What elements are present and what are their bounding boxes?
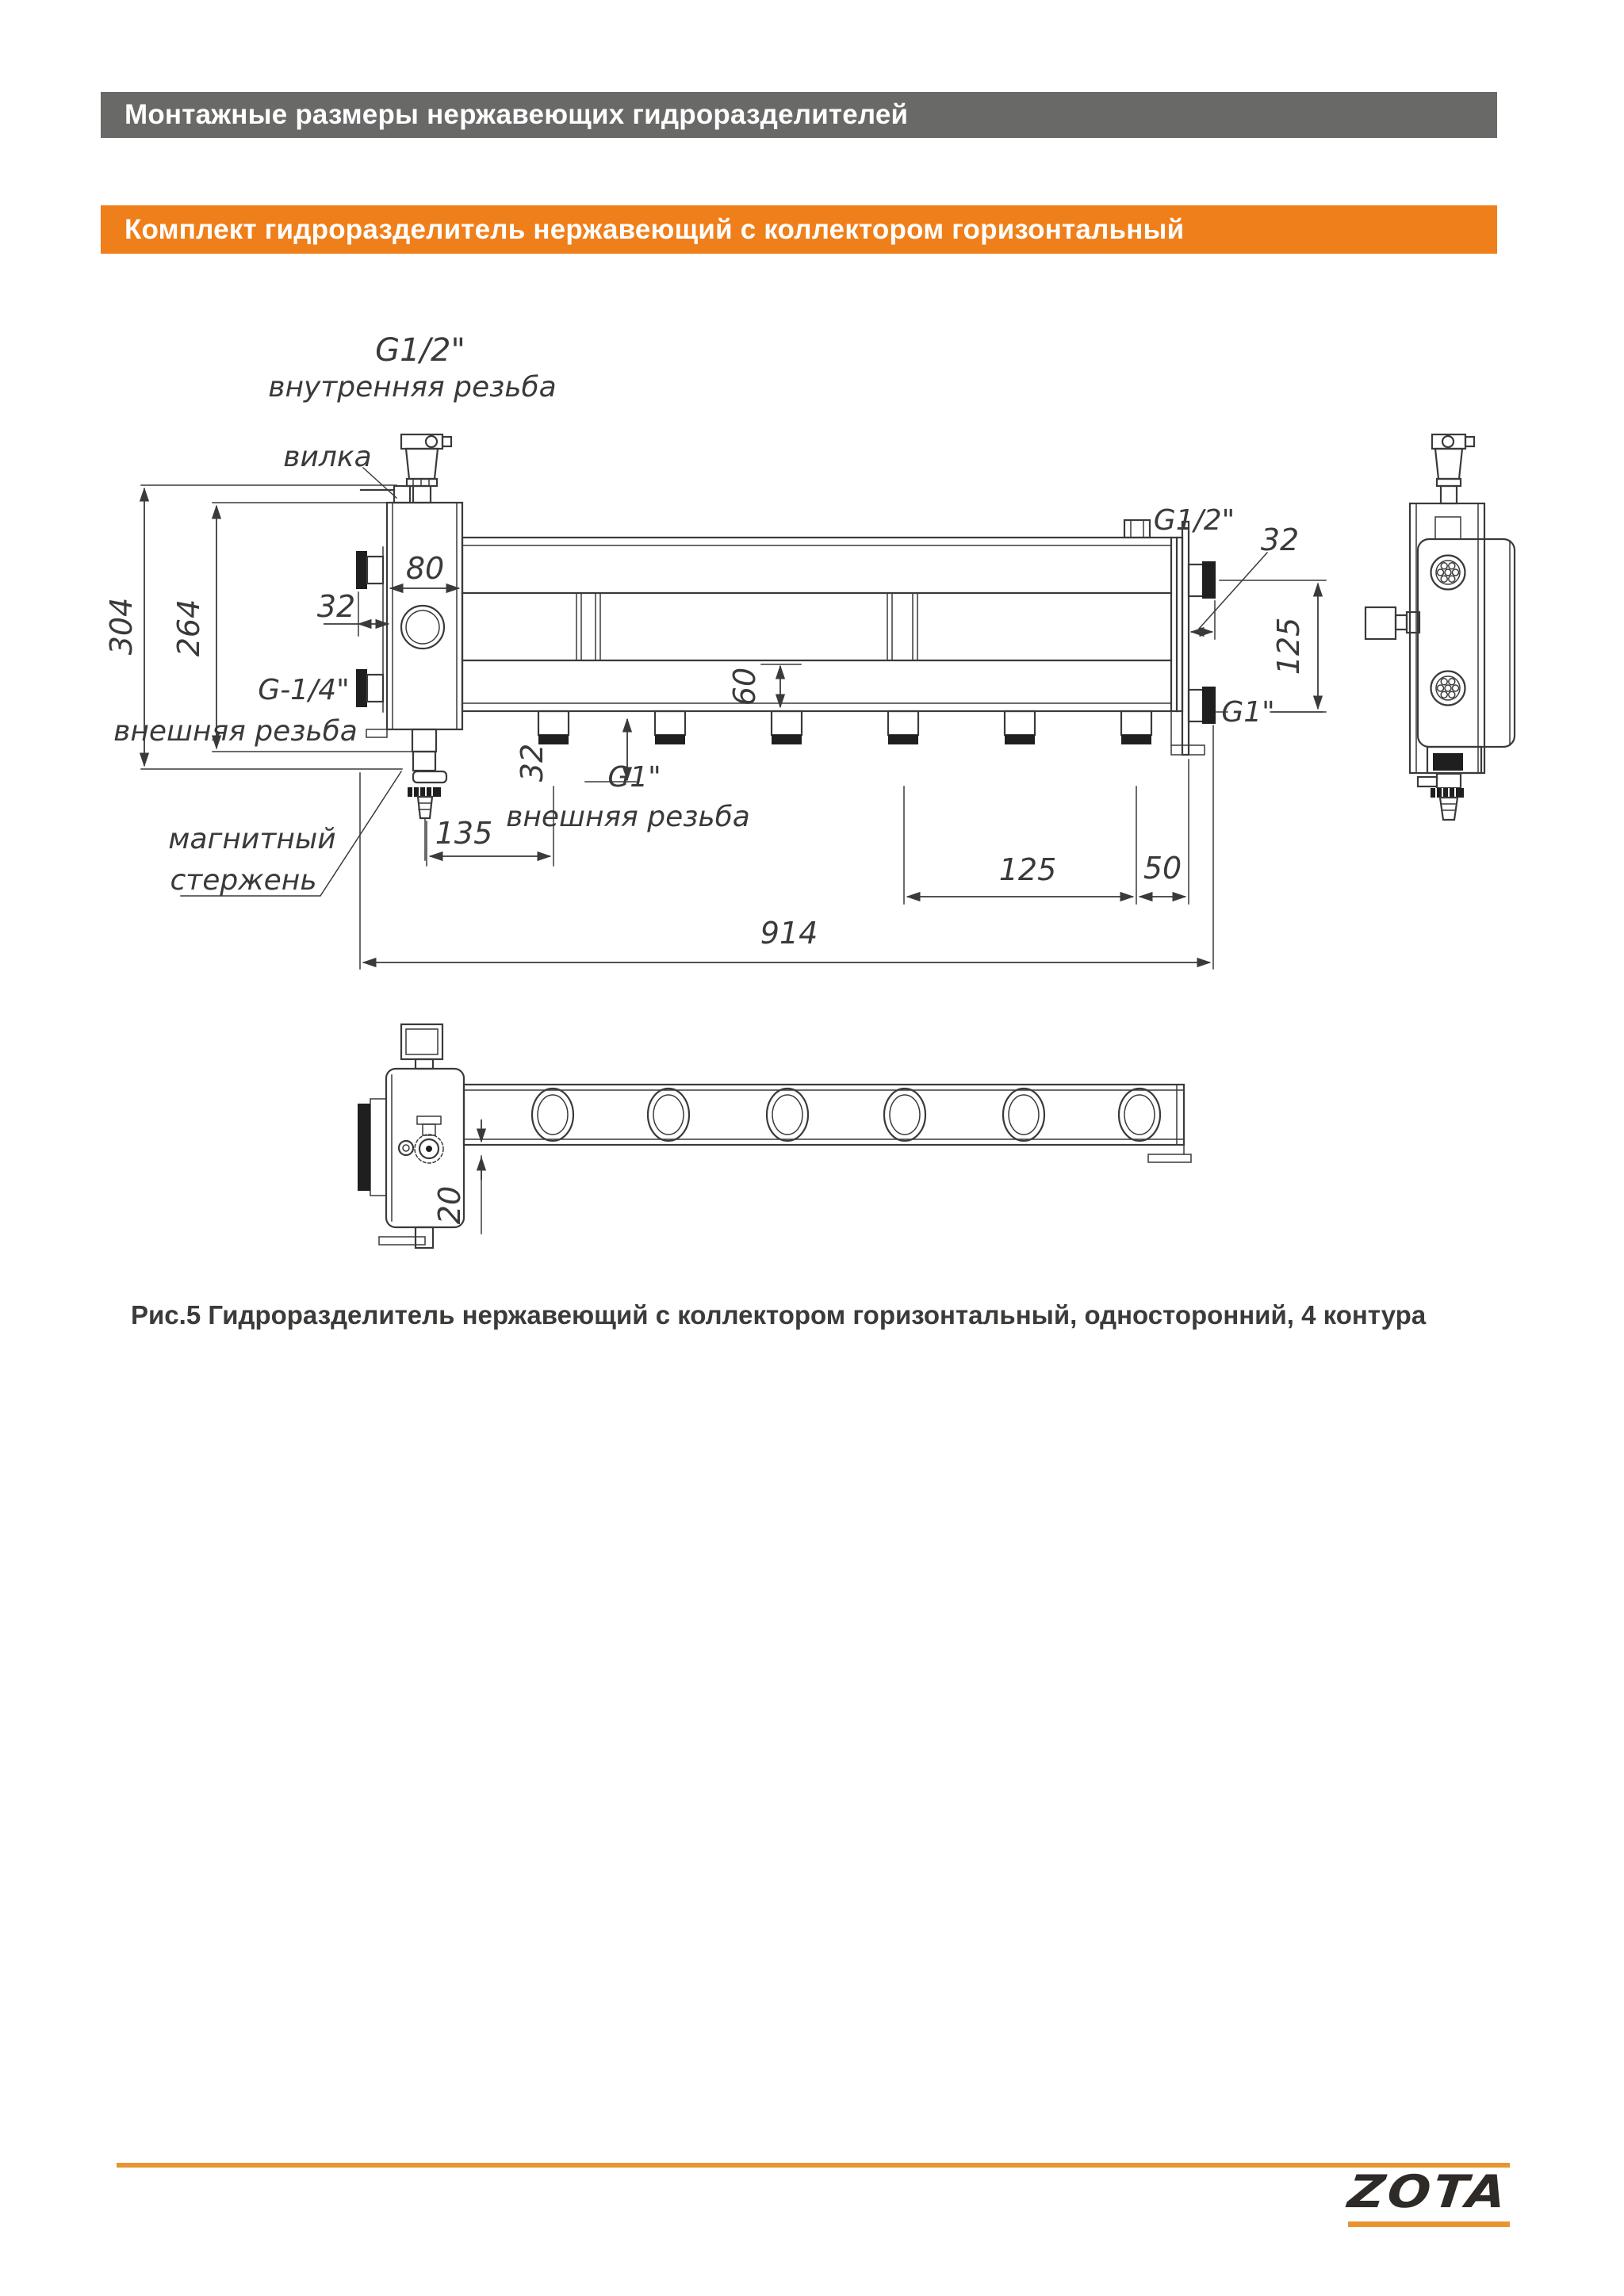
logo-underline [1348,2221,1510,2227]
dim-left-stub: 32 [316,589,356,624]
dim-first-outlet-offset: 135 [435,816,493,851]
label-left-thread-sub: внешняя резьба [113,715,358,748]
section-header-text: Монтажные размеры нержавеющих гидроразделителей [124,99,909,130]
label-outlet-thread-sub: внешняя резьба [506,801,750,833]
label-top-thread-sub: внутренняя резьба [268,371,557,404]
label-magnetic-rod-2: стержень [170,864,317,897]
zota-logo [1345,2168,1511,2217]
dim-body-height: 264 [171,599,206,657]
bottom-outlet-stubs [538,711,1151,744]
outlet-holes [532,1089,1160,1141]
dim-outlet-spacing: 125 [998,852,1057,887]
dim-total-height: 304 [104,597,139,656]
figure-caption: Рис.5 Гидроразделитель нержавеющий с коллектором горизонтальный, односторонний, 4 контура [131,1300,1427,1330]
label-fork: вилка [283,441,372,473]
dim-outlet-stub: 32 [515,743,550,783]
label-right-bottom-thread: G1" [1221,696,1275,729]
dim-chamber-height: 60 [727,667,762,706]
dim-bracket-offset: 20 [432,1185,467,1225]
dim-right-stub: 32 [1260,522,1300,557]
flange-port-bottom [1431,672,1465,706]
front-view [356,434,1216,860]
label-top-thread: G1/2" [375,332,465,369]
dim-total-length: 914 [760,916,818,951]
label-left-thread: G-1/4" [258,674,350,706]
zota-logo-text: ZOTA [1345,2166,1511,2218]
bottom-view [358,1024,1191,1248]
label-outlet-thread: G1" [607,761,661,794]
label-magnetic-rod-1: магнитный [168,823,336,855]
footer-divider [117,2163,1510,2168]
subsection-header-text: Комплект гидроразделитель нержавеющий с коллектором горизонтальный [124,213,1185,245]
dim-right-port-spacing: 125 [1271,617,1306,675]
label-right-top-thread: G1/2" [1153,504,1235,537]
flange-port-top [1431,556,1465,590]
side-view [1365,434,1515,820]
dim-body-width: 80 [405,551,445,586]
dim-end-offset: 50 [1143,851,1182,886]
